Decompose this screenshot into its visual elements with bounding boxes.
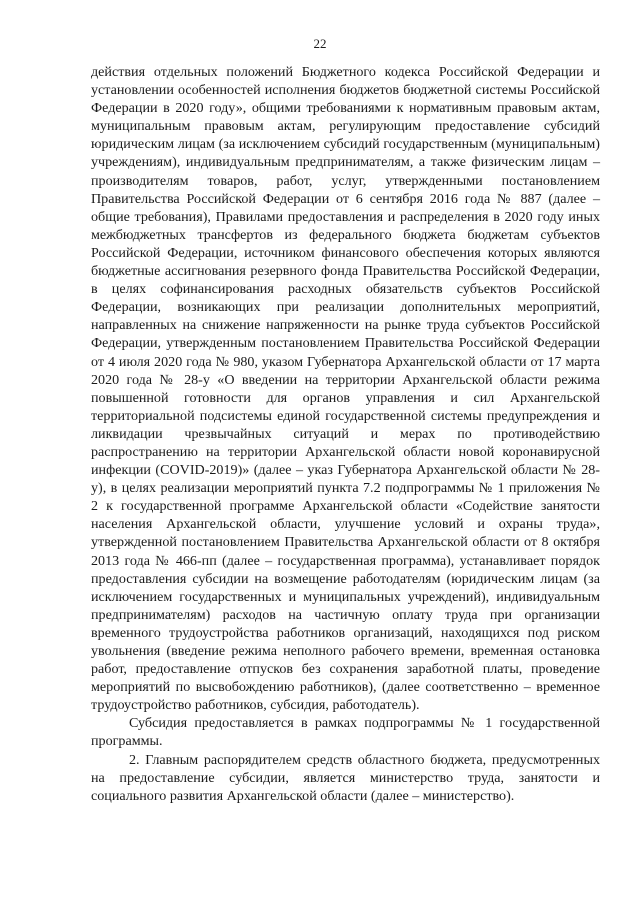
page-number: 22: [313, 36, 327, 51]
paragraph-subsidy-program: Субсидия предоставляется в рамках подпрограммы № 1 государственной программы.: [91, 715, 600, 750]
document-body: [91, 63, 600, 805]
paragraph-main-administrator: 2. Главным распорядителем средств областного бюджета, предусмотренных на предоставление субсидии, является министерство труда, занятости и социального развития Архангельской области (далее – министерство).: [91, 751, 600, 804]
paragraph-legal-basis: действия отдельных положений Бюджетного кодекса Российской Федерации и установлении особенностей исполнения бюджетов бюджетной системы Российской Федерации в 2020 году», общими требованиями к нормативным правовым актам, муниципальным правовым актам, регулирующим предоставление субсидий юридическим лицам (за исключением субсидий государственным (муниципальным) учреждениям), индивидуальным предпринимателям, а также физическим лицам – производителям товаров, работ, услуг, утвержденными постановлением Правительства Российской Федерации от 6 сентября 2016 года № 887 (далее – общие требования), Правилами предоставления и распределения в 2020 году иных межбюджетных трансфертов из федерального бюджета бюджетам субъектов Российской Федерации, источником финансового обеспечения которых являются бюджетные ассигнования резервного фонда Правительства Российской Федерации, в целях софинансирования расходных обязательств субъектов Российской Федерации, возникающих при реализации дополнительных мероприятий, направленных на снижение напряженности на рынке труда субъектов Российской Федерации, утвержденным постановлением Правительства Российской Федерации от 4 июля 2020 года № 980, указом Губернатора Архангельской области от 17 марта 2020 года № 28-у «О введении на территории Архангельской области режима повышенной готовности для органов управления и сил Архангельской территориальной подсистемы единой государственной системы предупреждения и ликвидации чрезвычайных ситуаций и мерах по противодействию распространению на территории Архангельской области новой коронавирусной инфекции (COVID-2019)» (далее – указ Губернатора Архангельской области № 28-у), в целях реализации мероприятий пункта 7.2 подпрограммы № 1 приложения № 2 к государственной программе Архангельской области «Содействие занятости населения Архангельской области, улучшение условий и охраны труда», утвержденной постановлением Правительства Архангельской области от 8 октября 2013 года № 466-пп (далее – государственная программа), устанавливает порядок предоставления субсидии на возмещение работодателям (юридическим лицам (за исключением государственных и муниципальных учреждений), индивидуальным предпринимателям) расходов на частичную оплату труда при организации временного трудоустройства работников организаций, находящихся под риском увольнения (введение режима неполного рабочего времени, временная остановка работ, предоставление отпусков без сохранения заработной платы, проведение мероприятий по высвобождению работников), (далее соответственно – временное трудоустройство работников, субсидия, работодатель).: [91, 64, 600, 714]
